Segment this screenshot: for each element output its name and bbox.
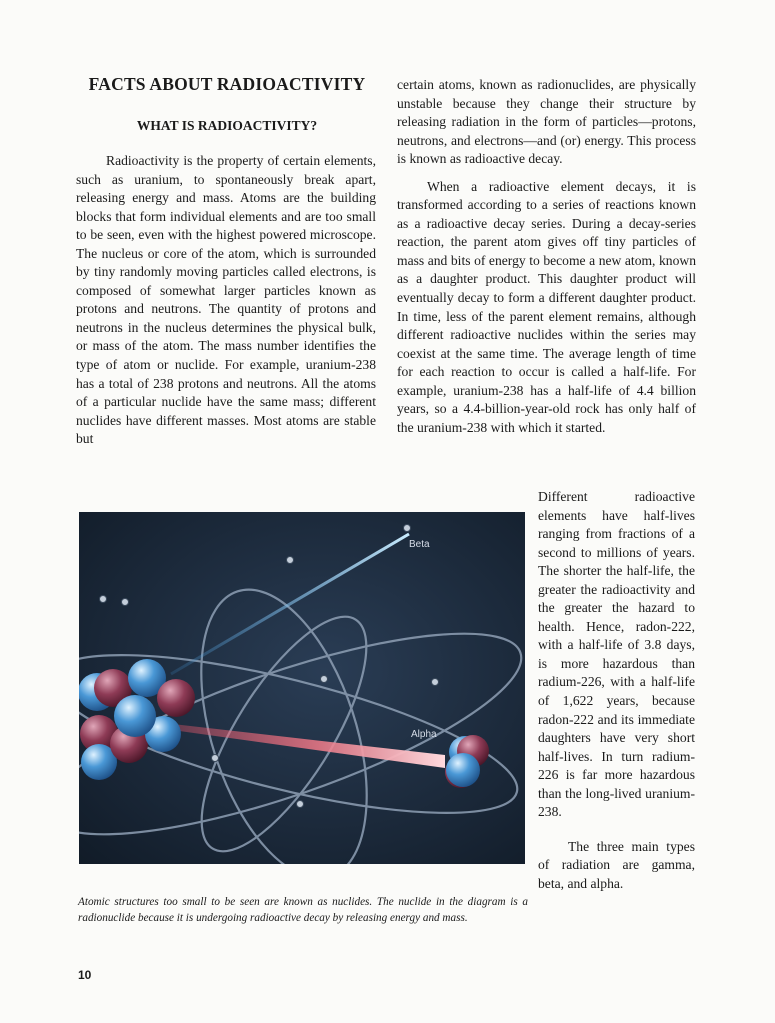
page-number: 10	[78, 968, 92, 982]
page-heading: FACTS ABOUT RADIOACTIVITY	[88, 74, 366, 94]
right-paragraph-2: When a radioactive element decays, it is transformed according to a series of reactions known as a radioactive decay series. During a decay-series reaction, the parent atom gives off tiny particles of mass and bits of energy to become a new atom, known as a daughter product. This daughter product will eventually decay to form a different daughter product. In time, less of the parent element remains, although different radioactive nuclides within the series may coexist at the same time. The average length of time for each reaction to occur is called a half-life. For example, uranium-238 has a half-life of 4.4 billion years, so a 4.4-billion-year-old rock has only half of the uranium-238 with which it started.	[397, 178, 696, 435]
left-column	[76, 152, 376, 449]
left-paragraph: Radioactivity is the property of certain elements, such as uranium, to spontaneously break apart, releasing energy and mass. Atoms are the building blocks that form individual elements and are too small to be seen, even with the highest powered microscope. The nucleus or core of the atom, which is surrounded by tiny randomly moving particles called electrons, is composed of somewhat larger particles known as protons and neutrons. The quantity of protons and neutrons in the nucleus determines the physical bulk, or mass of the atom. The mass number identifies the type of atom or nuclide. For example, uranium-238 has a total of 238 protons and neutrons. All the atoms of a particular nuclide have the same mass; different nuclides have different masses. Most atoms are stable but	[76, 153, 376, 447]
beta-label: Beta	[409, 539, 430, 550]
alpha-label: Alpha	[411, 729, 437, 740]
figure-caption: Atomic structures too small to be seen are known as nuclides. The nuclide in the diagram is a radionuclide because it is undergoing radioactive decay by releasing energy and mass.	[78, 896, 528, 924]
right-paragraph-1: certain atoms, known as radionuclides, are physically unstable because they change their structure by releasing radiation in the form of particles—protons, neutrons, and electrons—and (or) energy. This process is known as radioactive decay.	[397, 77, 696, 167]
section-heading: WHAT IS RADIOACTIVITY?	[136, 118, 318, 133]
narrow-paragraph-1: Different radioactive elements have half-lives ranging from fractions of a second to millions of years. The shorter the half-life, the greater the radioactivity and the greater the hazard to health. Hence, radon-222, with a half-life of 3.8 days, is more hazardous than radium-226, with a half-life of 1,622 years, because radon-222 and its immediate daughters have very short half-lives. In turn radium-226 is far more hazardous than the long-lived uranium-238.	[538, 489, 695, 820]
narrow-paragraph-2: The three main types of radiation are gamma, beta, and alpha.	[538, 838, 695, 891]
atom-decay-figure	[79, 512, 525, 864]
atom-illustration	[79, 512, 525, 864]
narrow-column	[538, 488, 695, 893]
right-column	[397, 76, 696, 437]
